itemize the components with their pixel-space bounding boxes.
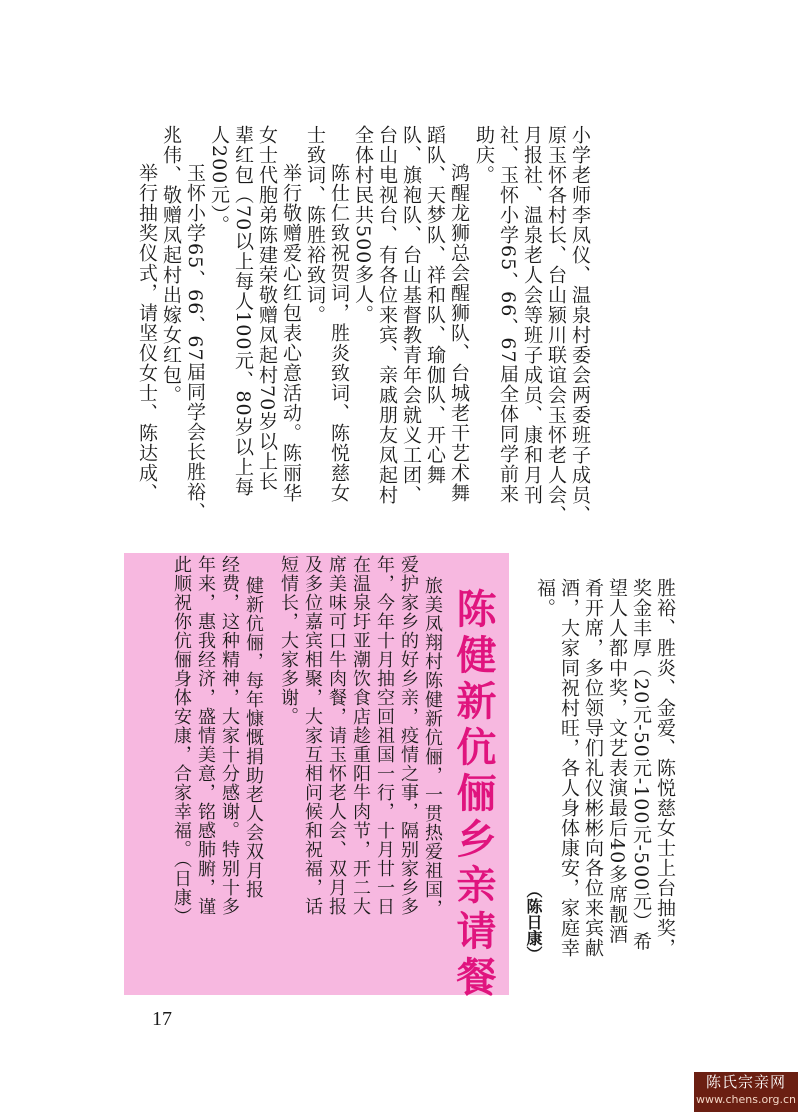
text-column: 助庆。 <box>473 125 495 185</box>
text-column: 福。 <box>534 578 556 618</box>
site-watermark <box>694 1072 798 1112</box>
text-column: 健新伉俪，每年慷慨捐助老人会双月报 <box>243 576 264 899</box>
text-column: 望人人都中奖，文艺表演最后40多席靓酒 <box>606 578 628 945</box>
text-column: 鸿醒龙狮总会醒狮队、台城老干艺术舞 <box>448 163 470 503</box>
article-headline: 陈健新伉俪乡亲请餐 <box>450 588 496 1002</box>
text-column: 酒，大家同祝村旺，各人身体康安，家庭幸 <box>558 578 580 958</box>
text-column: 全体村民共500多人。 <box>352 125 374 325</box>
text-column: 及多位嘉宾相聚，大家互相问候和祝福，话 <box>302 555 323 916</box>
page-number: 17 <box>152 1008 172 1030</box>
text-column: 举行敬赠爱心红包表心意活动。陈丽华 <box>280 163 302 503</box>
text-column: 小学老师李凤仪、温泉村委会两委班子成员、 <box>569 125 591 525</box>
text-column: 玉怀小学65、66、67届同学会长胜裕、 <box>184 163 206 522</box>
text-column: 队、旗袍队、台山基督教青年会就义工团、 <box>400 125 422 505</box>
text-column: 年，今年十月抽空回祖国一行，十月廿一日 <box>374 555 395 916</box>
text-column: 人200元）。 <box>208 125 230 235</box>
text-column: 台山电视台、有各位来宾、亲戚朋友凤起村 <box>376 125 398 505</box>
text-column: 胜裕、胜炎、金爱、陈悦慈女士上台抽奖， <box>654 578 676 958</box>
watermark-name: 陈氏宗亲网 <box>705 1073 786 1091</box>
text-column: 女士代胞弟陈建荣敬赠凤起村70岁以上长 <box>256 125 278 492</box>
text-column: 在温泉圩亚潮饮食店趁重阳牛肉节，开二大 <box>350 555 371 916</box>
text-column: 肴开席，多位领导们礼仪彬彬向各位来宾献 <box>582 578 604 958</box>
text-column: 经费，这种精神，大家十分感谢。特别十多 <box>219 555 240 916</box>
text-column: 旅美凤翔村陈健新伉俪，一贯热爱祖国， <box>422 576 443 918</box>
text-column: 奖金丰厚（20元-50元-100元-500元）希 <box>630 578 652 952</box>
watermark-url: www.chens.org.cn <box>695 1093 797 1106</box>
text-column: 爱护家乡的好乡亲，疫情之事，隔别家乡多 <box>398 555 419 916</box>
text-column: 席美味可口牛肉餐，请玉怀老人会、双月报 <box>326 555 347 916</box>
text-column: 社、玉怀小学65、66、67届全体同学前来 <box>497 125 519 504</box>
text-column: 蹈队、天梦队、祥和队、瑜伽队、开心舞 <box>424 125 446 485</box>
text-column: 年来，惠我经济，盛情美意，铭感肺腑，谨 <box>195 555 216 916</box>
text-column: 月报社、温泉老人会等班子成员、康和月刊 <box>521 125 543 505</box>
text-column: 陈仕仁致祝贺词，胜炎致词、陈悦慈女 <box>328 163 350 503</box>
text-column: 短情长，大家多谢。 <box>278 555 299 726</box>
text-column: 兆伟、敬赠凤起村出嫁女红包。 <box>160 125 182 405</box>
text-column: 辈红包（70以上每人100元、80岁以上每 <box>232 125 254 497</box>
text-column: 士致词、陈胜裕致词。 <box>304 125 326 325</box>
text-column: 此顺祝你伉俪身体安康，合家幸福。（日康） <box>171 555 192 926</box>
text-column: 举行抽奖仪式，请坚仪女士、陈达成、 <box>136 163 158 503</box>
author-signature: （陈日康） <box>524 882 543 962</box>
text-column: 原玉怀各村长、台山颍川联谊会玉怀老人会、 <box>545 125 567 525</box>
